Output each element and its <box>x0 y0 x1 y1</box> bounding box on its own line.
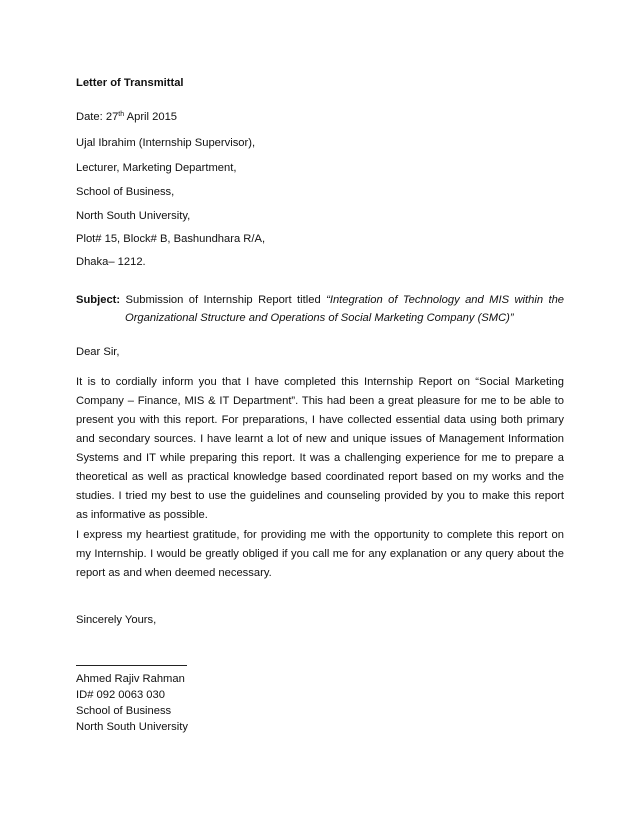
letter-page <box>76 0 564 826</box>
recipient-line: Lecturer, Marketing Department, <box>76 162 237 174</box>
recipient-line: North South University, <box>76 210 191 222</box>
signature-school: School of Business <box>76 705 172 717</box>
subject-text: Submission of Internship Report titled <box>120 294 327 306</box>
subject-title-line2: Organizational Structure and Operations of Social Marketing Company (SMC)” <box>125 312 514 324</box>
subject-title-line1: “Integration of Technology and MIS within the <box>326 294 565 306</box>
body-paragraph: I express my heartiest gratitude, for providing me with the opportunity to complete this report on my Internship. I would be greatly obliged if you call me for any explanation or any query about the report as and when deemed necessary. <box>76 529 564 579</box>
letter-heading: Letter of Transmittal <box>76 77 184 89</box>
signature-id: ID# 092 0063 030 <box>76 689 165 701</box>
recipient-line: Dhaka– 1212. <box>76 256 146 268</box>
date-ordinal: th <box>118 111 125 118</box>
salutation: Dear Sir, <box>76 346 120 358</box>
date-prefix: Date: 27 <box>76 111 119 123</box>
signature-university: North South University <box>76 721 188 733</box>
subject-block <box>76 291 564 327</box>
body-paragraph: It is to cordially inform you that I have completed this Internship Report on “Social Marketing Company – Finance, MIS & IT Department”. This had been a great pleasure for me to be able to present you with this report. For preparations, I have collected essential data using both primary and secondary sources. I have learnt a lot of new and unique issues of Management Information Systems and IT while preparing this report. It was a challenging experience for me to prepare a theoretical as well as practical knowledge based coordinated report based on my works and the studies. I tried my best to use the guidelines and counseling provided by you to make this report as informative as possible. <box>76 376 564 521</box>
recipient-line: School of Business, <box>76 186 175 198</box>
signature-name: Ahmed Rajiv Rahman <box>76 673 185 685</box>
signature-line <box>76 665 187 666</box>
letter-date <box>76 110 177 124</box>
closing: Sincerely Yours, <box>76 614 157 626</box>
date-suffix: April 2015 <box>124 111 178 123</box>
recipient-line: Plot# 15, Block# B, Bashundhara R/A, <box>76 233 266 245</box>
recipient-line: Ujal Ibrahim (Internship Supervisor), <box>76 137 256 149</box>
subject-label: Subject: <box>76 294 121 306</box>
subject-first-line <box>76 291 564 309</box>
